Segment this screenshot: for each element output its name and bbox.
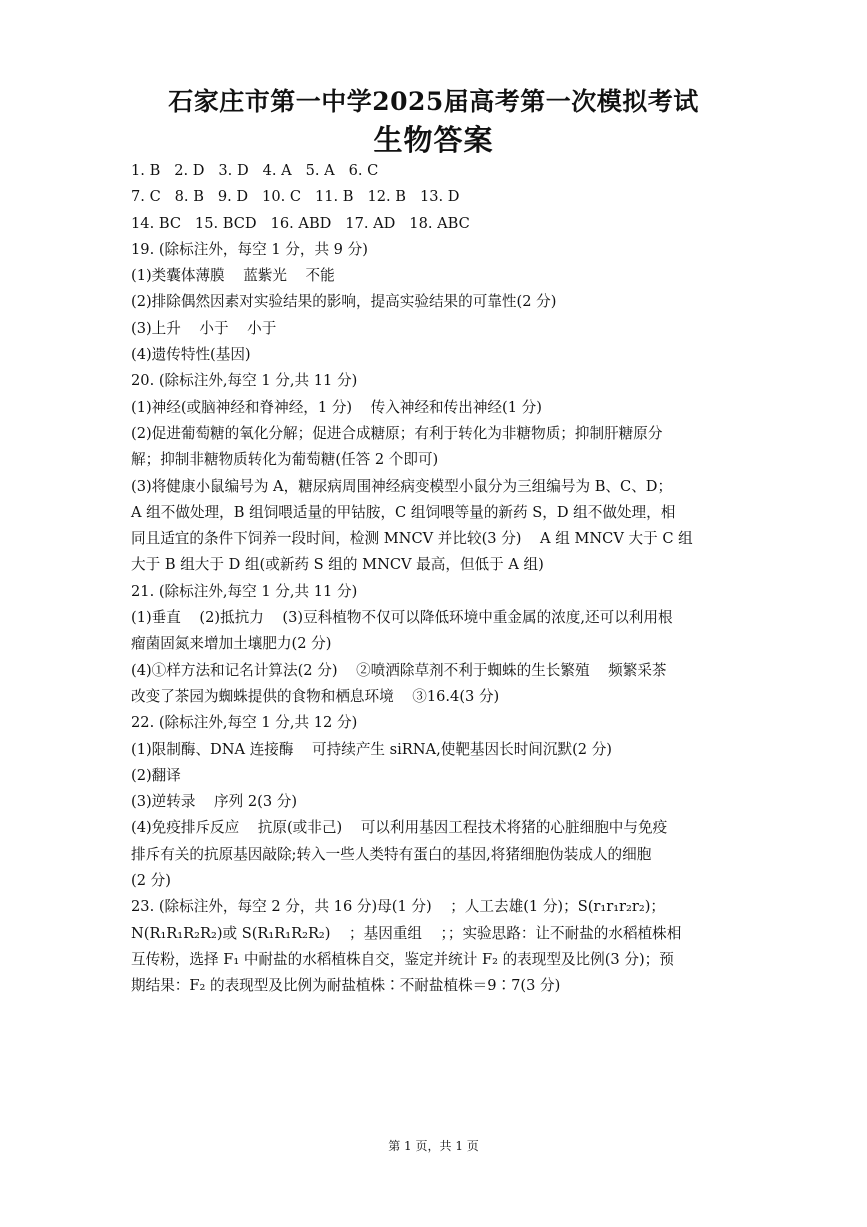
answer-line-14: A 组不做处理，B 组饲喂适量的甲钴胺，C 组饲喂等量的新药 S，D 组不做处理，相: [131, 503, 676, 521]
answer-line-11: (2)促进葡萄糖的氧化分解；促进合成糖原；有利于转化为非糖物质；抑制肝糖原分: [131, 424, 663, 442]
answer-line-24: (2)翻译: [131, 766, 181, 784]
answer-subtitle: 生物答案: [373, 123, 494, 157]
answer-line-7: (3)上升 小于 小于: [131, 319, 277, 337]
page-footer: 第 1 页，共 1 页: [388, 1139, 479, 1153]
answer-line-6: (2)排除偶然因素对实验结果的影响，提高实验结果的可靠性(2 分): [131, 293, 557, 311]
answer-line-18: (1)垂直 (2)抵抗力 (3)豆科植物不仅可以降低环境中重金属的浓度,还可以利用根: [131, 609, 673, 627]
answer-line-10: (1)神经(或脑神经和脊神经，1 分) 传入神经和传出神经(1 分): [131, 398, 542, 416]
answer-line-27: 排斥有关的抗原基因敲除;转入一些人类特有蛋白的基因,将猪细胞伪装成人的细胞: [131, 845, 652, 863]
answer-line-23: (1)限制酶、DNA 连接酶 可持续产生 siRNA,使靶基因长时间沉默(2 分): [131, 740, 612, 758]
answer-line-19: 瘤菌固氮来增加土壤肥力(2 分): [131, 635, 332, 653]
answer-line-13: (3)将健康小鼠编号为 A，糖尿病周围神经病变模型小鼠分为三组编号为 B、C、D；: [131, 477, 673, 495]
answer-line-3: 14. BC 15. BCD 16. ABD 17. AD 18. ABC: [131, 214, 470, 232]
answer-line-2: 7. C 8. B 9. D 10. C 11. B 12. B 13. D: [131, 188, 460, 206]
answer-line-20: (4)①样方法和记名计算法(2 分) ②喷洒除草剂不利于蜘蛛的生长繁殖 频繁采茶: [131, 661, 667, 679]
answer-line-15: 同且适宜的条件下饲养一段时间，检测 MNCV 并比较(3 分) A 组 MNCV 大于 C 组: [131, 530, 693, 548]
answer-line-25: (3)逆转录 序列 2(3 分): [131, 793, 298, 811]
answer-line-5: (1)类囊体薄膜 蓝紫光 不能: [131, 267, 335, 285]
answer-line-16: 大于 B 组大于 D 组(或新药 S 组的 MNCV 最高，但低于 A 组): [131, 556, 544, 574]
answer-line-12: 解；抑制非糖物质转化为葡萄糖(任答 2 个即可): [131, 451, 439, 469]
answer-line-8: (4)遗传特性(基因): [131, 346, 251, 364]
answer-line-32: 期结果：F₂ 的表现型及比例为耐盐植株∶不耐盐植株＝9∶7(3 分): [131, 977, 561, 995]
exam-title: 石家庄市第一中学2025届高考第一次模拟考试: [168, 87, 699, 116]
answer-line-4: 19. (除标注外，每空 1 分，共 9 分): [131, 240, 368, 258]
answer-line-17: 21. (除标注外,每空 1 分,共 11 分): [131, 582, 358, 600]
answer-line-21: 改变了茶园为蜘蛛提供的食物和栖息环境 ③16.4(3 分): [131, 687, 500, 705]
answer-body: [131, 158, 741, 1000]
answer-line-26: (4)免疫排斥反应 抗原(或非己) 可以利用基因工程技术将猪的心脏细胞中与免疫: [131, 819, 668, 837]
answer-line-22: 22. (除标注外,每空 1 分,共 12 分): [131, 714, 358, 732]
answer-line-9: 20. (除标注外,每空 1 分,共 11 分): [131, 372, 358, 390]
answer-line-29: 23. (除标注外，每空 2 分，共 16 分)母(1 分) ；人工去雄(1 分)；S(r₁r₁r₂r₂)；: [131, 898, 665, 916]
answer-line-28: (2 分): [131, 872, 171, 890]
answer-line-31: 互传粉，选择 F₁ 中耐盐的水稻植株自交，鉴定并统计 F₂ 的表现型及比例(3 分)；预: [131, 950, 674, 968]
answer-line-1: 1. B 2. D 3. D 4. A 5. A 6. C: [131, 162, 379, 179]
answer-line-30: N(R₁R₁R₂R₂)或 S(R₁R₁R₂R₂) ；基因重组 ；；实验思路：让不耐盐的水稻植株相: [131, 924, 682, 942]
